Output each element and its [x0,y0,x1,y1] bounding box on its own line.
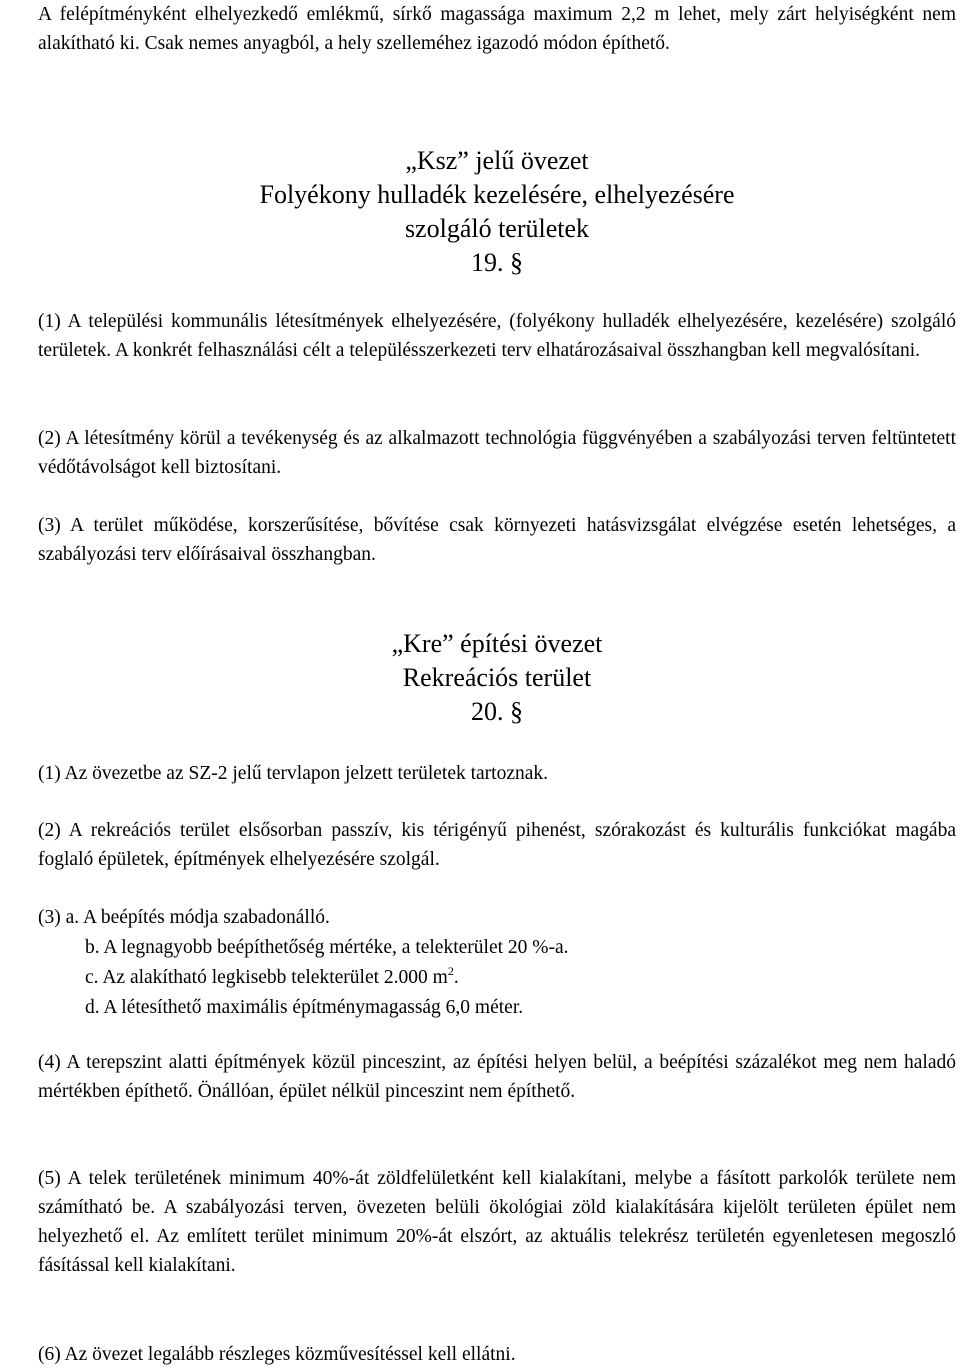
section-20-item-3b: b. A legnagyobb beépíthetőség mértéke, a telekterület 20 %-a. [85,937,569,958]
section-20-paragraph-number: 20. § [471,697,523,726]
section-20-item-3a: (3) a. A beépítés módja szabadonálló. [38,907,330,928]
section-19-paragraph-number: 19. § [471,248,523,277]
section-20-item-3c-superscript: 2 [447,964,454,978]
section-20-zone-title: „Kre” építési övezet [391,629,603,658]
section-19-item-3: (3) A terület működése, korszerűsítése, bővítése csak környezeti hatásvizsgálat elvégzése esetén lehetséges, a szabályozási terv előírásaival összhangban. [38,515,956,565]
section-20-item-3c [38,963,956,993]
section-19-zone-title: „Ksz” jelű övezet [405,146,589,175]
section-20-item-3c-end: . [453,967,459,988]
intro-paragraph: A felépítményként elhelyezkedő emlékmű, sírkő magassága maximum 2,2 m lehet, mely zárt helyiségként nem alakítható ki. Csak nemes anyagból, a hely szelleméhez igazodó módon építhető. [38,4,956,54]
section-19-heading [38,144,956,280]
section-19-title-line-1: Folyékony hulladék kezelésére, elhelyezésére [259,180,735,209]
section-20-item-5: (5) A telek területének minimum 40%-át zöldfelületként kell kialakítani, melybe a fásított parkolók területe nem számítható be. A szabályozási terven, övezeten belüli ökológiai zöld kialakítására kijelölt területen épület nem helyezhető el. Az említett terület minimum 20%-át elszórt, az aktuális telekrész területén egyenletesen megoszló fásítással kell kialakítani. [38,1168,956,1276]
section-20-item-4: (4) A terepszint alatti építmények közül pinceszint, az építési helyen belül, a beépítési százalékot meg nem haladó mértékben építhető. Önállóan, épület nélkül pinceszint nem építhető. [38,1052,956,1102]
section-19-title-line-2: szolgáló területek [404,214,590,243]
section-20-item-2: (2) A rekreációs terület elsősorban passzív, kis térigényű pihenést, szórakozást és kulturális funkciókat magába foglaló épületek, építmények elhelyezésére szolgál. [38,820,956,870]
section-20-item-3c-text: c. Az alakítható legkisebb telekterület 2.000 m [85,967,448,988]
section-20-item-3d: d. A létesíthető maximális építménymagasság 6,0 méter. [85,997,524,1018]
section-19-item-2: (2) A létesítmény körül a tevékenység és az alkalmazott technológia függvényében a szabályozási terven feltüntetett védőtávolságot kell biztosítani. [38,428,956,478]
section-20-title: Rekreációs terület [402,663,592,692]
section-20-item-3-list [38,903,956,1023]
section-20-heading [38,627,956,729]
section-19-item-1: (1) A települési kommunális létesítmények elhelyezésére, (folyékony hulladék elhelyezésére, kezelésére) szolgáló területek. A konkrét felhasználási célt a településszerkezeti terv elhatározásaival összhangban kell megvalósítani. [38,311,956,361]
section-20-item-1: (1) Az övezetbe az SZ-2 jelű tervlapon jelzett területek tartoznak. [38,763,549,784]
section-20-item-6: (6) Az övezet legalább részleges közművesítéssel kell ellátni. [38,1344,516,1365]
